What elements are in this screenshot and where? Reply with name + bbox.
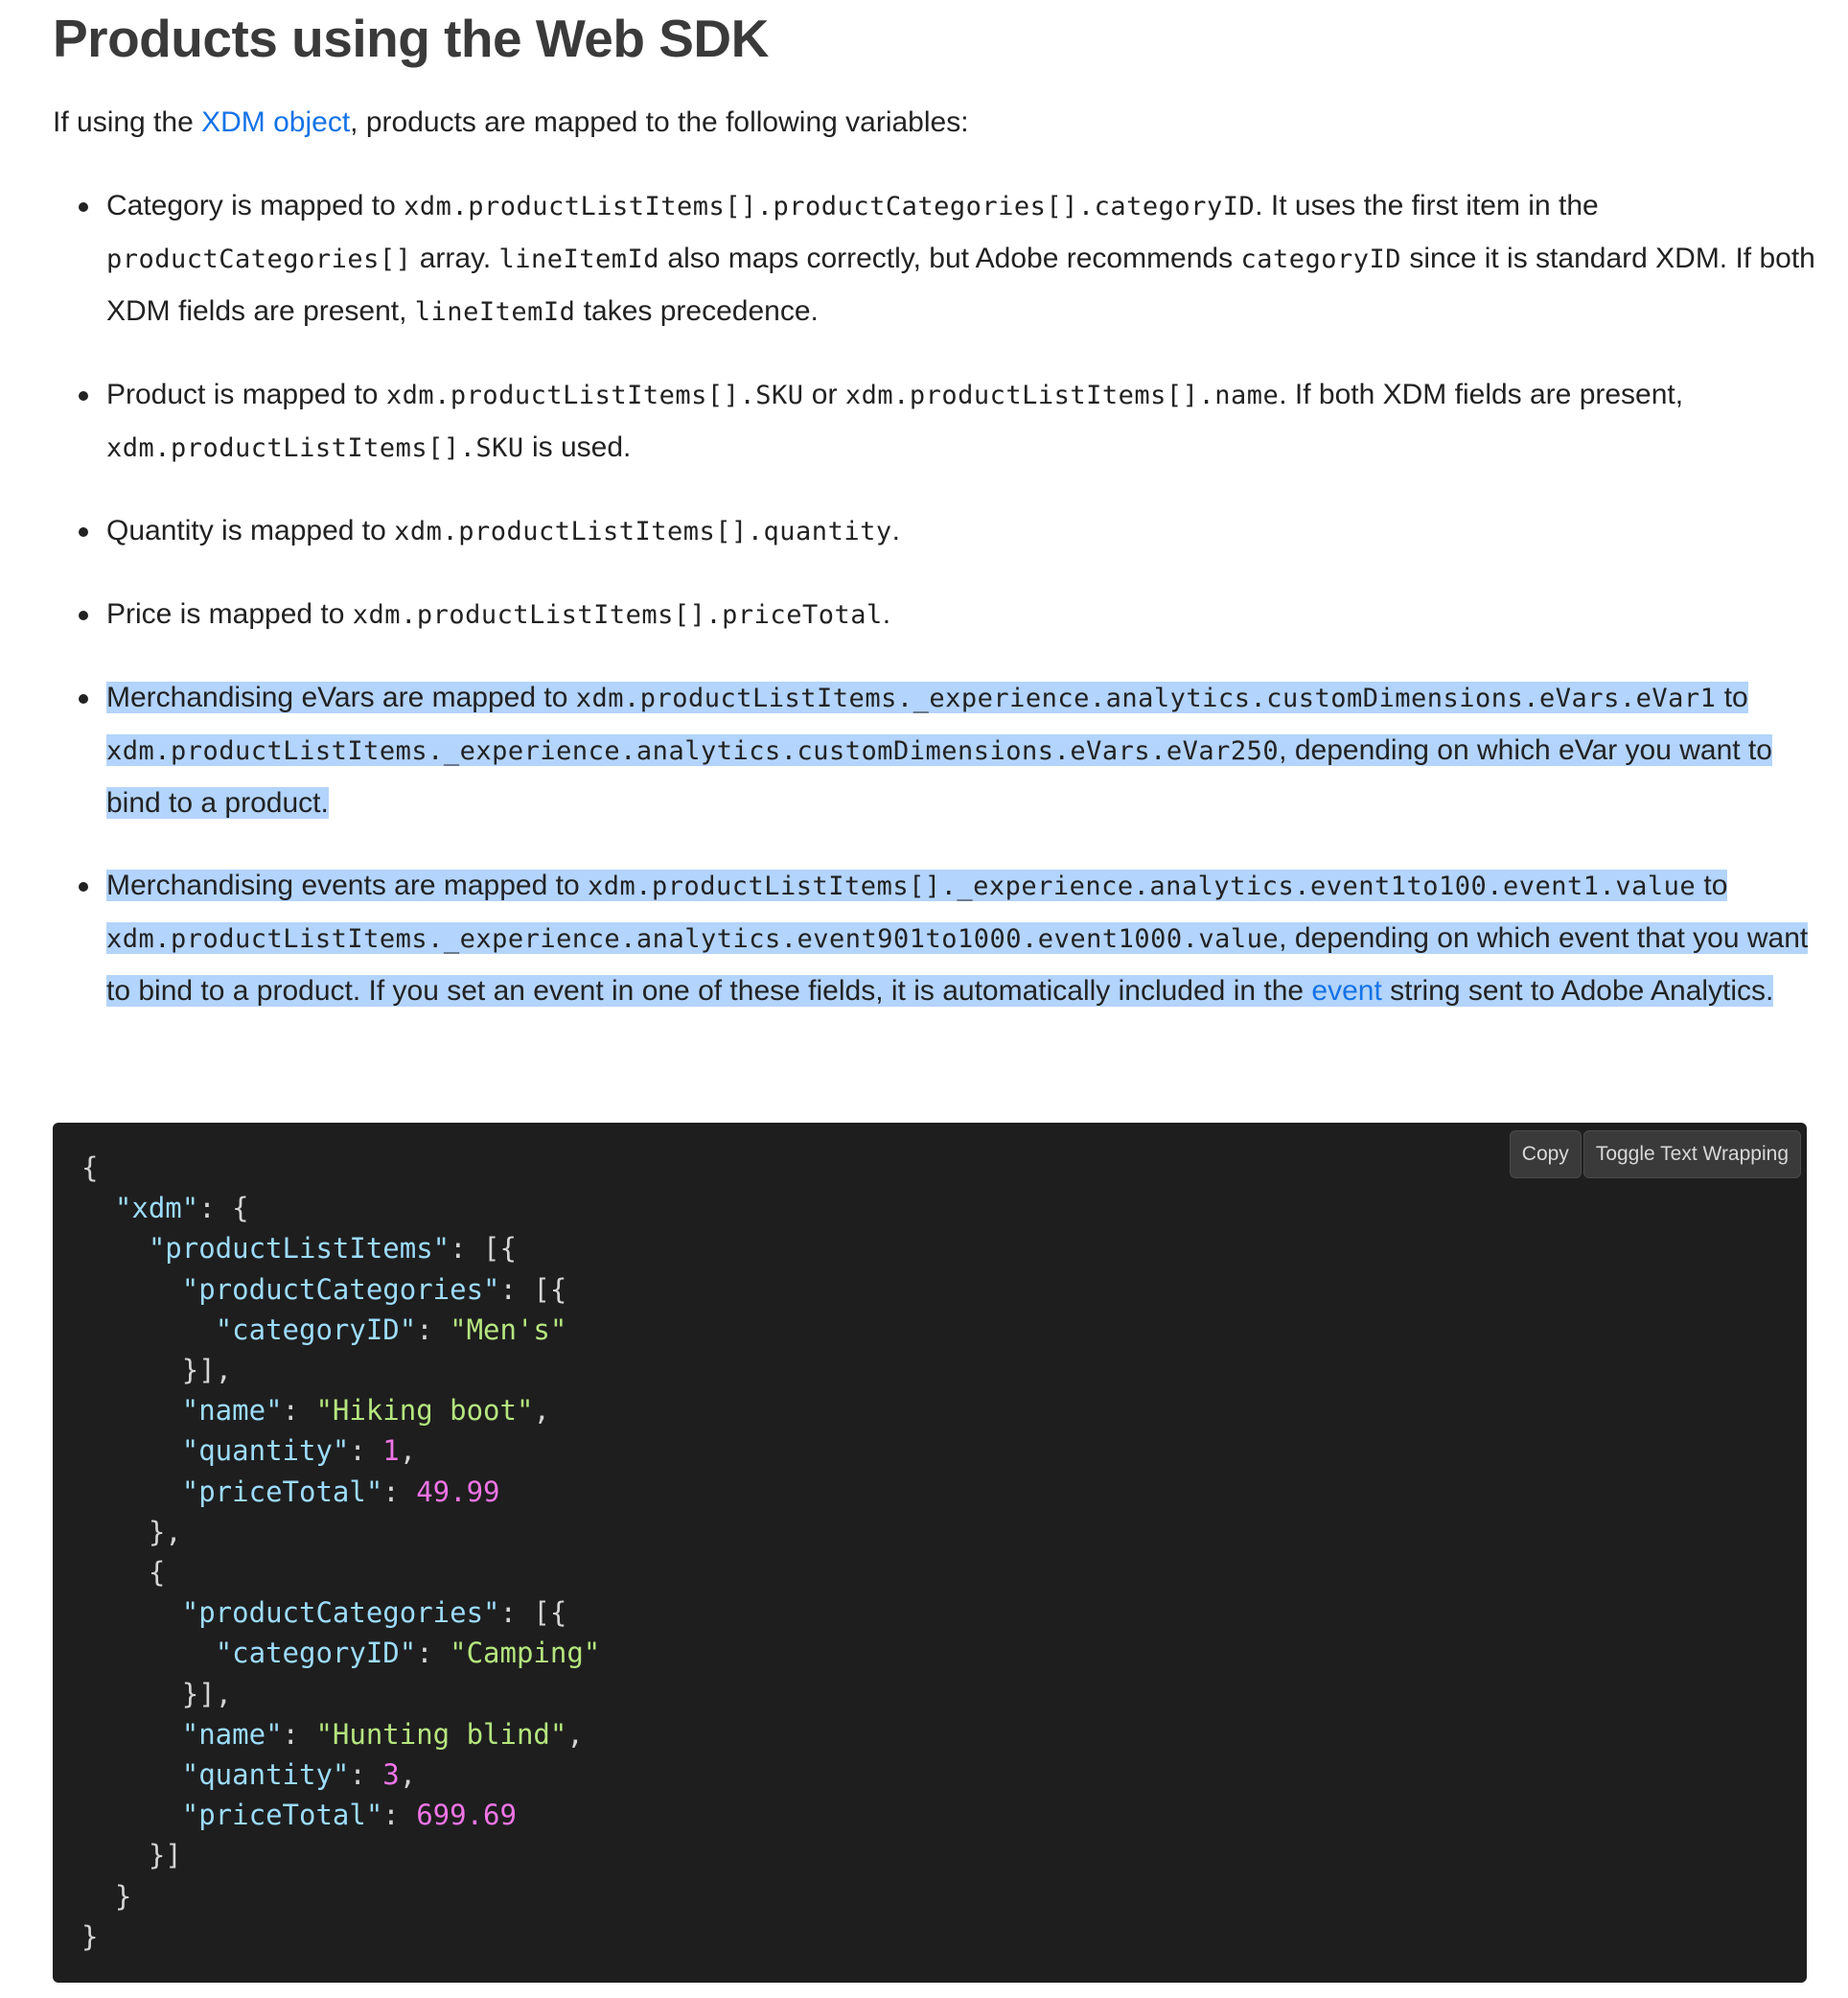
intro-text-before: If using the bbox=[53, 106, 202, 138]
code-toolbar bbox=[1510, 1130, 1801, 1178]
inline-code: xdm.productListItems[].name bbox=[844, 381, 1280, 410]
intro-paragraph bbox=[53, 100, 969, 146]
inline-code: xdm.productListItems[]._experience.analytics.event1to100.event1.value bbox=[587, 871, 1697, 901]
inline-code: xdm.productListItems[].SKU bbox=[385, 381, 804, 410]
event-link[interactable]: event bbox=[1311, 975, 1382, 1007]
page-title: Products using the Web SDK bbox=[53, 9, 769, 68]
variable-mapping-list bbox=[53, 180, 1827, 1048]
intro-text-after: , products are mapped to the following variables: bbox=[350, 106, 969, 138]
code-content: { "xdm": { "productListItems": [{ "productCategories": [{ "categoryID": "Men's" }], "name": "Hiking boot", "quantity": 1, "priceTotal": 49.99 }, { "productCategories": [{ "categoryID": "Camping" }], "name": "Hunting blind", "quantity": 3, "priceTotal": 699.69 }] } } bbox=[81, 1151, 601, 1953]
inline-code: xdm.productListItems[].productCategories[].categoryID bbox=[404, 192, 1256, 221]
inline-code: xdm.productListItems[].priceTotal bbox=[352, 600, 883, 630]
copy-button[interactable]: Copy bbox=[1510, 1130, 1582, 1178]
inline-code: lineItemId bbox=[498, 244, 660, 274]
inline-code: productCategories[] bbox=[106, 244, 412, 274]
xdm-object-link[interactable]: XDM object bbox=[201, 106, 351, 138]
list-item-merch-events: Merchandising events are mapped to xdm.productListItems[]._experience.analytics.event1to100.event1.value to xdm.productListItems._experience.analytics.event901to1000.event1000.value, depending on which event that you want to bind to a product. If you set an event in one of these fields, it is automatically included in the event string sent to Adobe Analytics. bbox=[106, 860, 1827, 1017]
toggle-text-wrapping-button[interactable]: Toggle Text Wrapping bbox=[1583, 1130, 1801, 1178]
inline-code: lineItemId bbox=[414, 297, 576, 327]
list-item-category: Category is mapped to xdm.productListItems[].productCategories[].categoryID. It uses the first item in the productCategories[] array. lineItemId also maps correctly, but Adobe recommends categoryID since it is standard XDM. If both XDM fields are present, lineItemId takes precedence. bbox=[106, 180, 1827, 338]
inline-code: xdm.productListItems._experience.analytics.customDimensions.eVars.eVar250 bbox=[106, 736, 1280, 766]
list-item-quantity: Quantity is mapped to xdm.productListItems[].quantity. bbox=[106, 505, 1827, 558]
list-item-price: Price is mapped to xdm.productListItems[].priceTotal. bbox=[106, 589, 1827, 641]
inline-code: categoryID bbox=[1240, 244, 1402, 274]
inline-code: xdm.productListItems._experience.analytics.event901to1000.event1000.value bbox=[106, 924, 1280, 954]
inline-code: xdm.productListItems[].SKU bbox=[106, 433, 524, 463]
inline-code: xdm.productListItems._experience.analytics.customDimensions.eVars.eVar1 bbox=[575, 684, 1717, 713]
list-item-merch-evars: Merchandising eVars are mapped to xdm.productListItems._experience.analytics.customDimensions.eVars.eVar1 to xdm.productListItems._experience.analytics.customDimensions.eVars.eVar250, depending on which eVar you want to bind to a product. bbox=[106, 672, 1827, 829]
code-block bbox=[53, 1123, 1807, 1983]
list-item-product: Product is mapped to xdm.productListItems[].SKU or xdm.productListItems[].name. If both XDM fields are present, xdm.productListItems[].SKU is used. bbox=[106, 369, 1827, 475]
inline-code: xdm.productListItems[].quantity bbox=[394, 517, 892, 546]
